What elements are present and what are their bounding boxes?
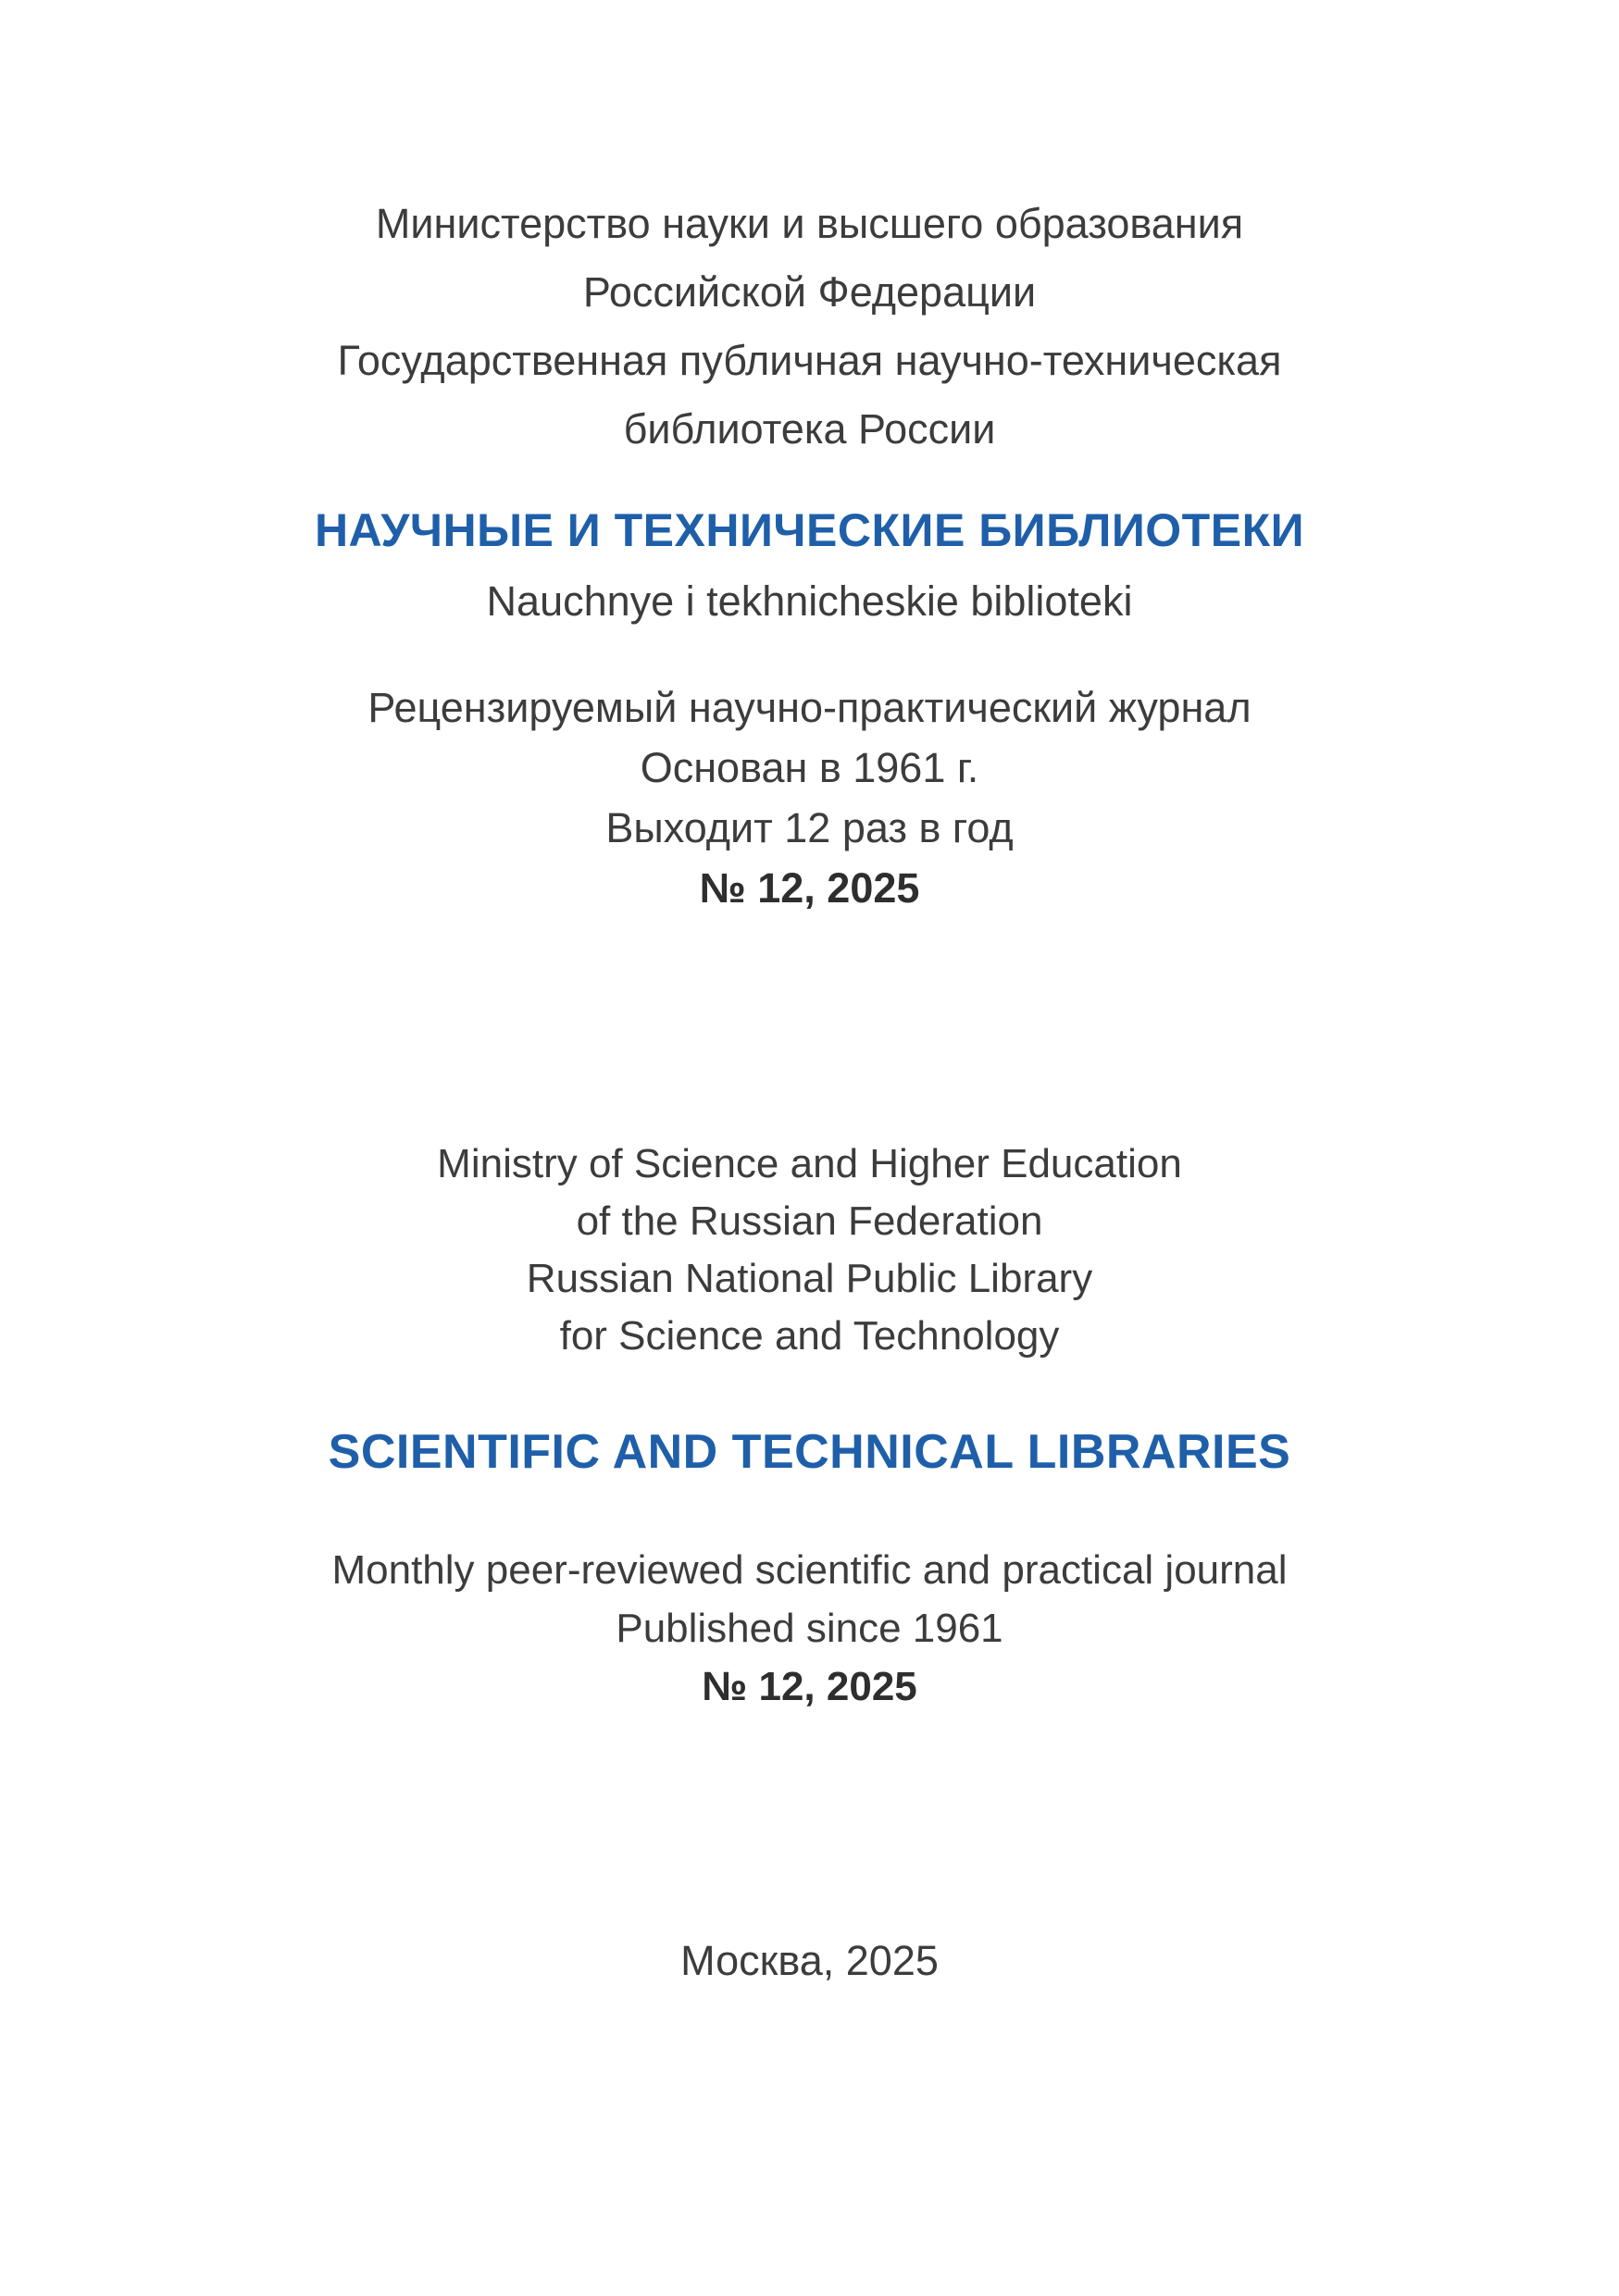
- imprint-place-year: [0, 1927, 1619, 1995]
- ru-journal-founded: Основан в 1961 г.: [640, 744, 979, 791]
- ru-library-line-2: библиотека России: [623, 405, 996, 453]
- en-issue-number: № 12, 2025: [702, 1664, 917, 1709]
- russian-organization-block: [0, 190, 1619, 464]
- journal-title-transliteration: [0, 567, 1619, 636]
- imprint-place-year-text: Москва, 2025: [680, 1937, 939, 1984]
- english-journal-title: [0, 1421, 1619, 1483]
- ru-ministry-line-2: Российской Федерации: [582, 268, 1037, 316]
- ru-ministry-line-1: Министерство науки и высшего образования: [375, 200, 1244, 247]
- en-journal-type: Monthly peer-reviewed scientific and practical journal: [331, 1547, 1288, 1593]
- russian-journal-title: [0, 500, 1619, 561]
- en-library-line-2: for Science and Technology: [559, 1313, 1060, 1359]
- english-organization-block: [0, 1136, 1619, 1365]
- ru-issue-number: № 12, 2025: [699, 864, 920, 912]
- ru-journal-frequency: Выходит 12 раз в год: [605, 804, 1014, 851]
- ru-journal-title-text: НАУЧНЫЕ И ТЕХНИЧЕСКИЕ БИБЛИОТЕКИ: [314, 504, 1305, 556]
- en-journal-founded: Published since 1961: [616, 1606, 1003, 1651]
- en-ministry-line-1: Ministry of Science and Higher Education: [437, 1141, 1182, 1186]
- russian-journal-info-block: [0, 677, 1619, 918]
- ru-library-line-1: Государственная публичная научно-техническая: [337, 337, 1282, 384]
- english-journal-info-block: [0, 1541, 1619, 1716]
- en-library-line-1: Russian National Public Library: [526, 1256, 1093, 1301]
- en-journal-title-text: SCIENTIFIC AND TECHNICAL LIBRARIES: [328, 1425, 1291, 1479]
- en-ministry-line-2: of the Russian Federation: [576, 1198, 1043, 1244]
- ru-journal-type: Рецензируемый научно-практический журнал: [367, 684, 1252, 731]
- ru-journal-title-translit-text: Nauchnye i tekhnicheskie biblioteki: [486, 577, 1133, 625]
